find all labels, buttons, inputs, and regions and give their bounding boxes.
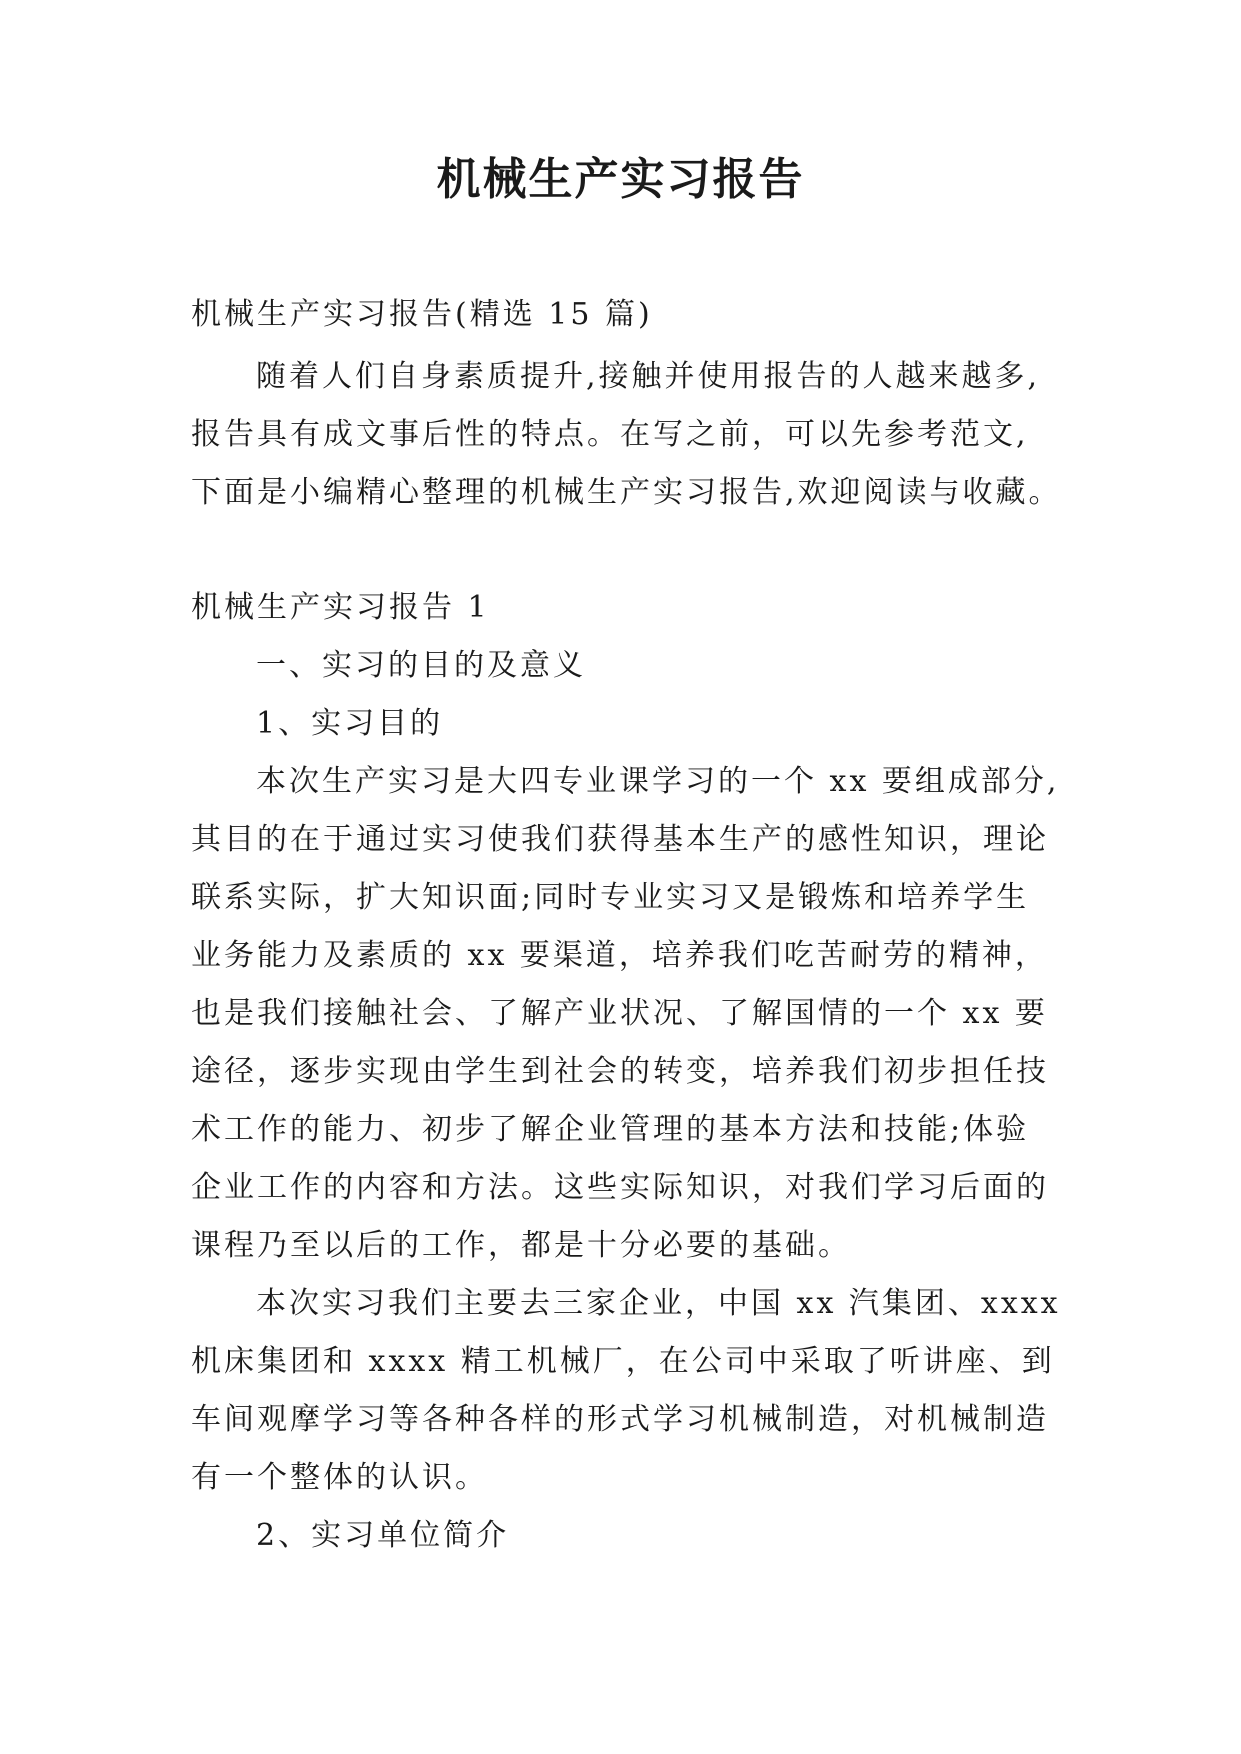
- heading-purpose-significance: 一、实习的目的及意义: [256, 648, 586, 683]
- paragraph-line: 本次实习我们主要去三家企业，中国 xx 汽集团、xxxx: [256, 1286, 1061, 1321]
- intro-line-1: 随着人们自身素质提升,接触并使用报告的人越来越多,: [256, 359, 1041, 394]
- paragraph-line: 术工作的能力、初步了解企业管理的基本方法和技能;体验: [191, 1112, 1030, 1147]
- intro-line-2: 报告具有成文事后性的特点。在写之前，可以先参考范文,: [191, 417, 1029, 452]
- intro-line-3: 下面是小编精心整理的机械生产实习报告,欢迎阅读与收藏。: [191, 475, 1062, 510]
- paragraph-line: 业务能力及素质的 xx 要渠道，培养我们吃苦耐劳的精神，: [191, 938, 1048, 973]
- paragraph-line: 本次生产实习是大四专业课学习的一个 xx 要组成部分,: [256, 764, 1060, 799]
- paragraph-line: 其目的在于通过实习使我们获得基本生产的感性知识，理论: [191, 822, 1049, 857]
- paragraph-line: 也是我们接触社会、了解产业状况、了解国情的一个 xx 要: [191, 996, 1048, 1031]
- paragraph-line: 有一个整体的认识。: [191, 1460, 488, 1495]
- paragraph-line: 课程乃至以后的工作，都是十分必要的基础。: [191, 1228, 851, 1263]
- paragraph-line: 企业工作的内容和方法。这些实际知识，对我们学习后面的: [191, 1170, 1049, 1205]
- heading-company-intro: 2、实习单位简介: [256, 1518, 510, 1553]
- document-title: 机械生产实习报告: [436, 154, 805, 205]
- paragraph-line: 联系实际，扩大知识面;同时专业实习又是锻炼和培养学生: [191, 880, 1030, 915]
- paragraph-line: 车间观摩学习等各种各样的形式学习机械制造，对机械制造: [191, 1402, 1049, 1437]
- heading-internship-purpose: 1、实习目的: [256, 706, 444, 741]
- paragraph-line: 途径，逐步实现由学生到社会的转变，培养我们初步担任技: [191, 1054, 1049, 1089]
- paragraph-line: 机床集团和 xxxx 精工机械厂，在公司中采取了听讲座、到: [191, 1344, 1055, 1379]
- section-heading-report-1: 机械生产实习报告 1: [191, 590, 490, 625]
- document-subtitle: 机械生产实习报告(精选 15 篇): [191, 297, 653, 332]
